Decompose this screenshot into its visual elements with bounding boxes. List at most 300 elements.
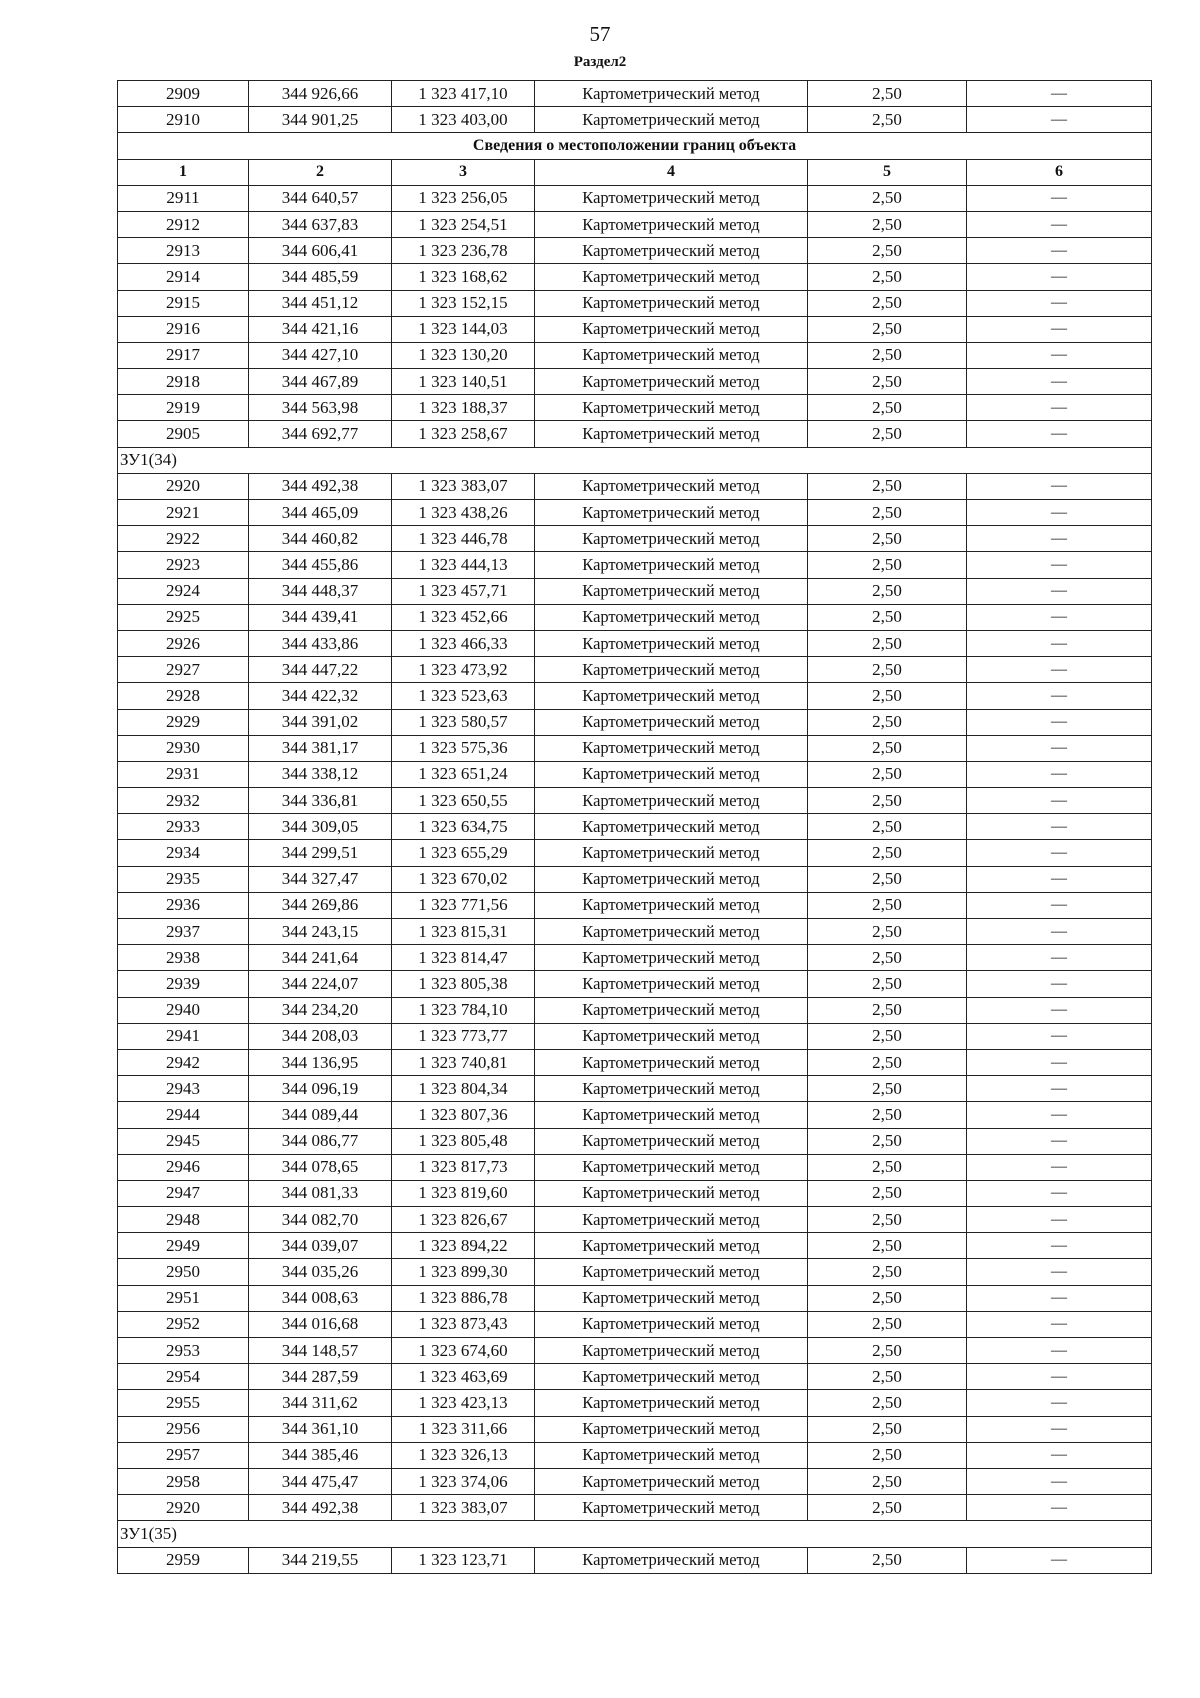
description-cell: —: [967, 1442, 1152, 1468]
table-heading-row: [118, 133, 1152, 159]
x-coordinate-cell: 344 492,38: [249, 1495, 392, 1521]
description-cell: —: [967, 211, 1152, 237]
method-cell: Картометрический метод: [535, 1390, 808, 1416]
x-coordinate-cell: 344 475,47: [249, 1468, 392, 1494]
x-coordinate-cell: 344 336,81: [249, 788, 392, 814]
table-row: [118, 526, 1152, 552]
description-cell: —: [967, 997, 1152, 1023]
description-cell: —: [967, 264, 1152, 290]
table-row: [118, 1259, 1152, 1285]
method-cell: Картометрический метод: [535, 526, 808, 552]
accuracy-cell: 2,50: [808, 1468, 967, 1494]
x-coordinate-cell: 344 039,07: [249, 1233, 392, 1259]
y-coordinate-cell: 1 323 457,71: [392, 578, 535, 604]
description-cell: —: [967, 892, 1152, 918]
method-cell: Картометрический метод: [535, 81, 808, 107]
accuracy-cell: 2,50: [808, 290, 967, 316]
method-cell: Картометрический метод: [535, 630, 808, 656]
accuracy-cell: 2,50: [808, 604, 967, 630]
point-number-cell: 2941: [118, 1023, 249, 1049]
accuracy-cell: 2,50: [808, 892, 967, 918]
table-row: [118, 1180, 1152, 1206]
x-coordinate-cell: 344 385,46: [249, 1442, 392, 1468]
x-coordinate-cell: 344 901,25: [249, 107, 392, 133]
accuracy-cell: 2,50: [808, 814, 967, 840]
y-coordinate-cell: 1 323 899,30: [392, 1259, 535, 1285]
description-cell: —: [967, 1076, 1152, 1102]
description-cell: —: [967, 342, 1152, 368]
x-coordinate-cell: 344 447,22: [249, 657, 392, 683]
method-cell: Картометрический метод: [535, 395, 808, 421]
x-coordinate-cell: 344 234,20: [249, 997, 392, 1023]
point-number-cell: 2905: [118, 421, 249, 447]
x-coordinate-cell: 344 035,26: [249, 1259, 392, 1285]
x-coordinate-cell: 344 078,65: [249, 1154, 392, 1180]
method-cell: Картометрический метод: [535, 316, 808, 342]
point-number-cell: 2944: [118, 1102, 249, 1128]
point-number-cell: 2948: [118, 1207, 249, 1233]
accuracy-cell: 2,50: [808, 683, 967, 709]
accuracy-cell: 2,50: [808, 500, 967, 526]
description-cell: —: [967, 1495, 1152, 1521]
x-coordinate-cell: 344 433,86: [249, 630, 392, 656]
description-cell: —: [967, 683, 1152, 709]
y-coordinate-cell: 1 323 374,06: [392, 1468, 535, 1494]
table-row: [118, 1076, 1152, 1102]
table-row: [118, 945, 1152, 971]
y-coordinate-cell: 1 323 804,34: [392, 1076, 535, 1102]
description-cell: —: [967, 1259, 1152, 1285]
method-cell: Картометрический метод: [535, 1468, 808, 1494]
method-cell: Картометрический метод: [535, 211, 808, 237]
table-row: [118, 1338, 1152, 1364]
table-row: [118, 892, 1152, 918]
description-cell: —: [967, 1128, 1152, 1154]
y-coordinate-cell: 1 323 826,67: [392, 1207, 535, 1233]
x-coordinate-cell: 344 269,86: [249, 892, 392, 918]
method-cell: Картометрический метод: [535, 500, 808, 526]
method-cell: Картометрический метод: [535, 971, 808, 997]
method-cell: Картометрический метод: [535, 1338, 808, 1364]
section-title: Раздел2: [573, 54, 627, 70]
y-coordinate-cell: 1 323 523,63: [392, 683, 535, 709]
method-cell: Картометрический метод: [535, 735, 808, 761]
point-number-cell: 2932: [118, 788, 249, 814]
x-coordinate-cell: 344 243,15: [249, 919, 392, 945]
point-number-cell: 2928: [118, 683, 249, 709]
x-coordinate-cell: 344 299,51: [249, 840, 392, 866]
point-number-cell: 2936: [118, 892, 249, 918]
table-row: [118, 264, 1152, 290]
table-heading: Сведения о местоположении границ объекта: [118, 133, 1152, 159]
description-cell: —: [967, 1338, 1152, 1364]
table-row: [118, 866, 1152, 892]
table-row: [118, 395, 1152, 421]
accuracy-cell: 2,50: [808, 552, 967, 578]
point-number-cell: 2922: [118, 526, 249, 552]
description-cell: —: [967, 473, 1152, 499]
method-cell: Картометрический метод: [535, 866, 808, 892]
column-number: 4: [535, 159, 808, 185]
table-row: [118, 997, 1152, 1023]
table-row: [118, 185, 1152, 211]
table-row: [118, 1128, 1152, 1154]
table-row: [118, 369, 1152, 395]
table-row: [118, 1495, 1152, 1521]
x-coordinate-cell: 344 287,59: [249, 1364, 392, 1390]
y-coordinate-cell: 1 323 326,13: [392, 1442, 535, 1468]
description-cell: —: [967, 1207, 1152, 1233]
description-cell: —: [967, 421, 1152, 447]
method-cell: Картометрический метод: [535, 657, 808, 683]
table-row: [118, 919, 1152, 945]
point-number-cell: 2935: [118, 866, 249, 892]
y-coordinate-cell: 1 323 650,55: [392, 788, 535, 814]
column-number: 1: [118, 159, 249, 185]
table-row: [118, 1233, 1152, 1259]
accuracy-cell: 2,50: [808, 840, 967, 866]
method-cell: Картометрический метод: [535, 1023, 808, 1049]
accuracy-cell: 2,50: [808, 1023, 967, 1049]
point-number-cell: 2912: [118, 211, 249, 237]
description-cell: —: [967, 578, 1152, 604]
accuracy-cell: 2,50: [808, 1128, 967, 1154]
y-coordinate-cell: 1 323 446,78: [392, 526, 535, 552]
method-cell: Картометрический метод: [535, 473, 808, 499]
table-row: [118, 421, 1152, 447]
description-cell: —: [967, 1102, 1152, 1128]
table-row: [118, 81, 1152, 107]
accuracy-cell: 2,50: [808, 945, 967, 971]
accuracy-cell: 2,50: [808, 1233, 967, 1259]
accuracy-cell: 2,50: [808, 709, 967, 735]
table-row: [118, 1023, 1152, 1049]
x-coordinate-cell: 344 448,37: [249, 578, 392, 604]
accuracy-cell: 2,50: [808, 421, 967, 447]
table-row: [118, 290, 1152, 316]
point-number-cell: 2954: [118, 1364, 249, 1390]
y-coordinate-cell: 1 323 580,57: [392, 709, 535, 735]
description-cell: —: [967, 1416, 1152, 1442]
x-coordinate-cell: 344 089,44: [249, 1102, 392, 1128]
table-row: [118, 761, 1152, 787]
point-number-cell: 2910: [118, 107, 249, 133]
method-cell: Картометрический метод: [535, 788, 808, 814]
y-coordinate-cell: 1 323 805,48: [392, 1128, 535, 1154]
x-coordinate-cell: 344 485,59: [249, 264, 392, 290]
table-row: [118, 342, 1152, 368]
point-number-cell: 2920: [118, 473, 249, 499]
x-coordinate-cell: 344 219,55: [249, 1547, 392, 1573]
accuracy-cell: 2,50: [808, 1364, 967, 1390]
description-cell: —: [967, 81, 1152, 107]
y-coordinate-cell: 1 323 130,20: [392, 342, 535, 368]
group-label-row: [118, 1521, 1152, 1547]
point-number-cell: 2914: [118, 264, 249, 290]
accuracy-cell: 2,50: [808, 919, 967, 945]
y-coordinate-cell: 1 323 463,69: [392, 1364, 535, 1390]
accuracy-cell: 2,50: [808, 1338, 967, 1364]
accuracy-cell: 2,50: [808, 473, 967, 499]
method-cell: Картометрический метод: [535, 1049, 808, 1075]
table-row: [118, 1442, 1152, 1468]
y-coordinate-cell: 1 323 670,02: [392, 866, 535, 892]
accuracy-cell: 2,50: [808, 1390, 967, 1416]
accuracy-cell: 2,50: [808, 788, 967, 814]
table-row: [118, 840, 1152, 866]
y-coordinate-cell: 1 323 236,78: [392, 238, 535, 264]
method-cell: Картометрический метод: [535, 1233, 808, 1259]
accuracy-cell: 2,50: [808, 761, 967, 787]
y-coordinate-cell: 1 323 383,07: [392, 473, 535, 499]
method-cell: Картометрический метод: [535, 342, 808, 368]
y-coordinate-cell: 1 323 740,81: [392, 1049, 535, 1075]
point-number-cell: 2921: [118, 500, 249, 526]
point-number-cell: 2947: [118, 1180, 249, 1206]
accuracy-cell: 2,50: [808, 1442, 967, 1468]
method-cell: Картометрический метод: [535, 185, 808, 211]
description-cell: —: [967, 735, 1152, 761]
accuracy-cell: 2,50: [808, 1180, 967, 1206]
description-cell: —: [967, 788, 1152, 814]
point-number-cell: 2937: [118, 919, 249, 945]
method-cell: Картометрический метод: [535, 840, 808, 866]
accuracy-cell: 2,50: [808, 369, 967, 395]
point-number-cell: 2925: [118, 604, 249, 630]
y-coordinate-cell: 1 323 258,67: [392, 421, 535, 447]
method-cell: Картометрический метод: [535, 1102, 808, 1128]
table-row: [118, 1285, 1152, 1311]
y-coordinate-cell: 1 323 123,71: [392, 1547, 535, 1573]
table-row: [118, 1049, 1152, 1075]
point-number-cell: 2929: [118, 709, 249, 735]
y-coordinate-cell: 1 323 152,15: [392, 290, 535, 316]
y-coordinate-cell: 1 323 383,07: [392, 1495, 535, 1521]
description-cell: —: [967, 866, 1152, 892]
method-cell: Картометрический метод: [535, 945, 808, 971]
x-coordinate-cell: 344 361,10: [249, 1416, 392, 1442]
point-number-cell: 2956: [118, 1416, 249, 1442]
table-row: [118, 683, 1152, 709]
method-cell: Картометрический метод: [535, 1364, 808, 1390]
description-cell: —: [967, 369, 1152, 395]
y-coordinate-cell: 1 323 256,05: [392, 185, 535, 211]
column-number: 2: [249, 159, 392, 185]
description-cell: —: [967, 238, 1152, 264]
accuracy-cell: 2,50: [808, 735, 967, 761]
point-number-cell: 2923: [118, 552, 249, 578]
y-coordinate-cell: 1 323 466,33: [392, 630, 535, 656]
x-coordinate-cell: 344 241,64: [249, 945, 392, 971]
description-cell: —: [967, 971, 1152, 997]
table-row: [118, 709, 1152, 735]
x-coordinate-cell: 344 606,41: [249, 238, 392, 264]
table-row: [118, 211, 1152, 237]
y-coordinate-cell: 1 323 807,36: [392, 1102, 535, 1128]
description-cell: —: [967, 1154, 1152, 1180]
x-coordinate-cell: 344 640,57: [249, 185, 392, 211]
point-number-cell: 2949: [118, 1233, 249, 1259]
description-cell: —: [967, 1364, 1152, 1390]
method-cell: Картометрический метод: [535, 1311, 808, 1337]
accuracy-cell: 2,50: [808, 211, 967, 237]
y-coordinate-cell: 1 323 311,66: [392, 1416, 535, 1442]
description-cell: —: [967, 945, 1152, 971]
point-number-cell: 2926: [118, 630, 249, 656]
method-cell: Картометрический метод: [535, 290, 808, 316]
x-coordinate-cell: 344 311,62: [249, 1390, 392, 1416]
x-coordinate-cell: 344 926,66: [249, 81, 392, 107]
x-coordinate-cell: 344 492,38: [249, 473, 392, 499]
description-cell: —: [967, 1468, 1152, 1494]
x-coordinate-cell: 344 381,17: [249, 735, 392, 761]
description-cell: —: [967, 814, 1152, 840]
point-number-cell: 2946: [118, 1154, 249, 1180]
table-row: [118, 1390, 1152, 1416]
table-row: [118, 1364, 1152, 1390]
accuracy-cell: 2,50: [808, 866, 967, 892]
y-coordinate-cell: 1 323 817,73: [392, 1154, 535, 1180]
description-cell: —: [967, 526, 1152, 552]
x-coordinate-cell: 344 467,89: [249, 369, 392, 395]
x-coordinate-cell: 344 309,05: [249, 814, 392, 840]
method-cell: Картометрический метод: [535, 238, 808, 264]
method-cell: Картометрический метод: [535, 369, 808, 395]
group-label: ЗУ1(34): [118, 447, 1152, 473]
point-number-cell: 2939: [118, 971, 249, 997]
point-number-cell: 2909: [118, 81, 249, 107]
description-cell: —: [967, 1285, 1152, 1311]
table-row: [118, 107, 1152, 133]
x-coordinate-cell: 344 421,16: [249, 316, 392, 342]
point-number-cell: 2924: [118, 578, 249, 604]
x-coordinate-cell: 344 224,07: [249, 971, 392, 997]
x-coordinate-cell: 344 692,77: [249, 421, 392, 447]
table-row: [118, 814, 1152, 840]
point-number-cell: 2911: [118, 185, 249, 211]
accuracy-cell: 2,50: [808, 1259, 967, 1285]
method-cell: Картометрический метод: [535, 1076, 808, 1102]
accuracy-cell: 2,50: [808, 1049, 967, 1075]
accuracy-cell: 2,50: [808, 1285, 967, 1311]
method-cell: Картометрический метод: [535, 1442, 808, 1468]
point-number-cell: 2920: [118, 1495, 249, 1521]
method-cell: Картометрический метод: [535, 552, 808, 578]
point-number-cell: 2918: [118, 369, 249, 395]
y-coordinate-cell: 1 323 873,43: [392, 1311, 535, 1337]
point-number-cell: 2919: [118, 395, 249, 421]
description-cell: —: [967, 290, 1152, 316]
accuracy-cell: 2,50: [808, 578, 967, 604]
accuracy-cell: 2,50: [808, 107, 967, 133]
y-coordinate-cell: 1 323 168,62: [392, 264, 535, 290]
accuracy-cell: 2,50: [808, 395, 967, 421]
accuracy-cell: 2,50: [808, 1495, 967, 1521]
column-number: 6: [967, 159, 1152, 185]
method-cell: Картометрический метод: [535, 709, 808, 735]
x-coordinate-cell: 344 439,41: [249, 604, 392, 630]
x-coordinate-cell: 344 081,33: [249, 1180, 392, 1206]
method-cell: Картометрический метод: [535, 997, 808, 1023]
point-number-cell: 2945: [118, 1128, 249, 1154]
point-number-cell: 2952: [118, 1311, 249, 1337]
method-cell: Картометрический метод: [535, 1416, 808, 1442]
x-coordinate-cell: 344 327,47: [249, 866, 392, 892]
y-coordinate-cell: 1 323 805,38: [392, 971, 535, 997]
table-row: [118, 1547, 1152, 1573]
point-number-cell: 2913: [118, 238, 249, 264]
point-number-cell: 2930: [118, 735, 249, 761]
y-coordinate-cell: 1 323 473,92: [392, 657, 535, 683]
table-row: [118, 657, 1152, 683]
x-coordinate-cell: 344 082,70: [249, 1207, 392, 1233]
y-coordinate-cell: 1 323 634,75: [392, 814, 535, 840]
point-number-cell: 2940: [118, 997, 249, 1023]
y-coordinate-cell: 1 323 814,47: [392, 945, 535, 971]
x-coordinate-cell: 344 096,19: [249, 1076, 392, 1102]
description-cell: —: [967, 552, 1152, 578]
table-row: [118, 500, 1152, 526]
accuracy-cell: 2,50: [808, 1547, 967, 1573]
table-row: [118, 1207, 1152, 1233]
point-number-cell: 2959: [118, 1547, 249, 1573]
description-cell: —: [967, 657, 1152, 683]
accuracy-cell: 2,50: [808, 1207, 967, 1233]
x-coordinate-cell: 344 016,68: [249, 1311, 392, 1337]
description-cell: —: [967, 1023, 1152, 1049]
accuracy-cell: 2,50: [808, 264, 967, 290]
description-cell: —: [967, 1049, 1152, 1075]
y-coordinate-cell: 1 323 144,03: [392, 316, 535, 342]
method-cell: Картометрический метод: [535, 1547, 808, 1573]
y-coordinate-cell: 1 323 417,10: [392, 81, 535, 107]
method-cell: Картометрический метод: [535, 1154, 808, 1180]
point-number-cell: 2933: [118, 814, 249, 840]
table-row: [118, 1102, 1152, 1128]
description-cell: —: [967, 630, 1152, 656]
y-coordinate-cell: 1 323 452,66: [392, 604, 535, 630]
point-number-cell: 2953: [118, 1338, 249, 1364]
method-cell: Картометрический метод: [535, 1495, 808, 1521]
y-coordinate-cell: 1 323 773,77: [392, 1023, 535, 1049]
method-cell: Картометрический метод: [535, 919, 808, 945]
coordinates-table-body: [118, 81, 1152, 1574]
accuracy-cell: 2,50: [808, 185, 967, 211]
x-coordinate-cell: 344 008,63: [249, 1285, 392, 1311]
accuracy-cell: 2,50: [808, 1416, 967, 1442]
point-number-cell: 2957: [118, 1442, 249, 1468]
accuracy-cell: 2,50: [808, 971, 967, 997]
x-coordinate-cell: 344 563,98: [249, 395, 392, 421]
description-cell: —: [967, 919, 1152, 945]
method-cell: Картометрический метод: [535, 578, 808, 604]
description-cell: —: [967, 395, 1152, 421]
y-coordinate-cell: 1 323 575,36: [392, 735, 535, 761]
table-row: [118, 552, 1152, 578]
y-coordinate-cell: 1 323 140,51: [392, 369, 535, 395]
x-coordinate-cell: 344 148,57: [249, 1338, 392, 1364]
x-coordinate-cell: 344 460,82: [249, 526, 392, 552]
description-cell: —: [967, 1180, 1152, 1206]
x-coordinate-cell: 344 136,95: [249, 1049, 392, 1075]
table-row: [118, 1311, 1152, 1337]
method-cell: Картометрический метод: [535, 421, 808, 447]
y-coordinate-cell: 1 323 423,13: [392, 1390, 535, 1416]
description-cell: —: [967, 761, 1152, 787]
accuracy-cell: 2,50: [808, 657, 967, 683]
group-label: ЗУ1(35): [118, 1521, 1152, 1547]
point-number-cell: 2950: [118, 1259, 249, 1285]
